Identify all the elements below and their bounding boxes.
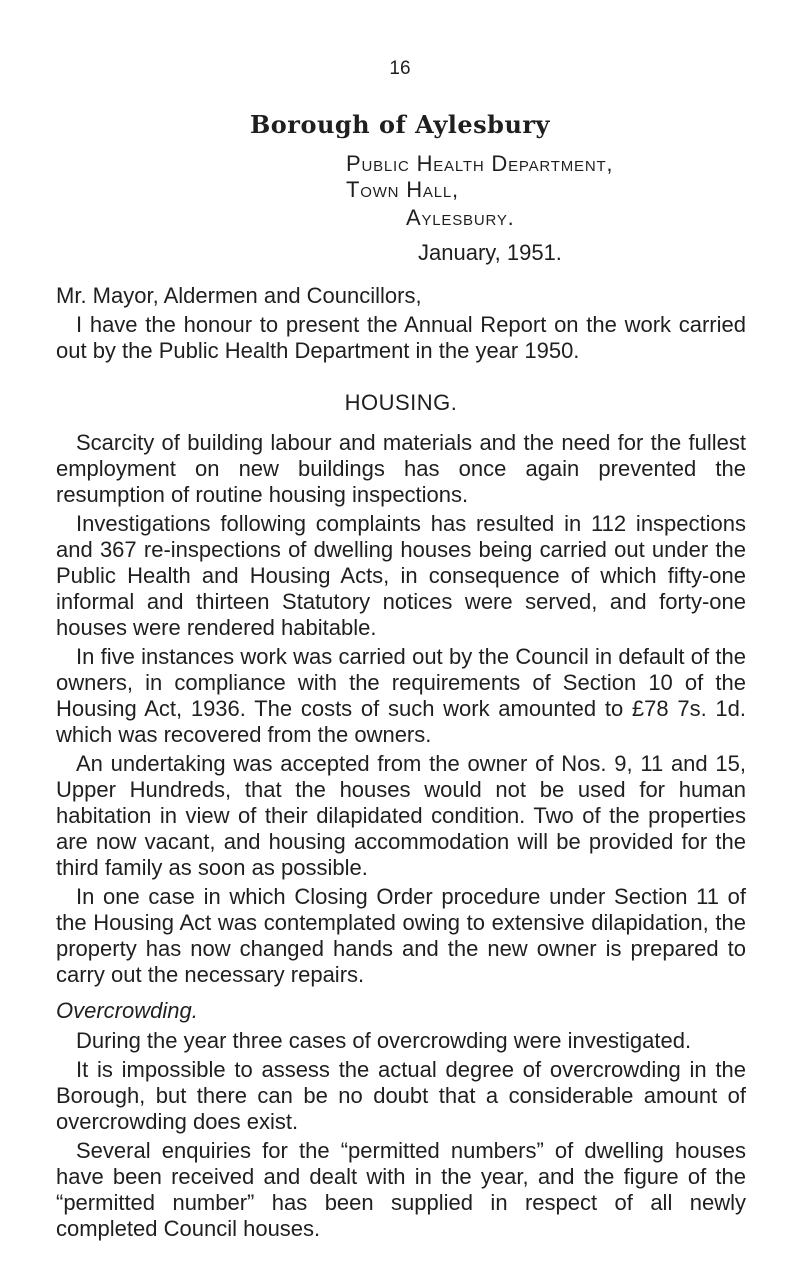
intro-paragraph: I have the honour to present the Annual Report on the work carried out by the Public Health Department in the year 1950. <box>56 312 746 363</box>
address-line-town: Aylesbury. <box>406 205 515 230</box>
housing-paragraph: Investigations following complaints has resulted in 112 inspections and 367 re-inspections of dwelling houses being carried out under the Public Health and Housing Acts, in consequence of which fifty-one informal and thirteen Statutory notices were served, and forty-one houses were rendered habitable. <box>56 511 746 640</box>
housing-paragraph: An undertaking was accepted from the owner of Nos. 9, 11 and 15, Upper Hundreds, that the houses would not be used for human habitation in view of their dilapidated condition. Two of the properties are now vacant, and housing accommodation will be provided for the third family as soon as possible. <box>56 751 746 880</box>
overcrowding-paragraph: Several enquiries for the “permitted numbers” of dwelling houses have been received and dealt with in the year, and the figure of the “permitted number” has been supplied in respect of all newly completed Council houses. <box>56 1138 746 1241</box>
overcrowding-paragraph: It is impossible to assess the actual degree of overcrowding in the Borough, but there can be no doubt that a considerable amount of overcrowding does exist. <box>56 1057 746 1134</box>
report-body <box>56 280 746 1242</box>
address-line-department: Public Health Department, <box>346 151 614 176</box>
housing-paragraph: In five instances work was carried out by the Council in default of the owners, in compliance with the requirements of Section 10 of the Housing Act, 1936. The costs of such work amounted to £78 7s. 1d. which was recovered from the owners. <box>56 644 746 747</box>
overcrowding-heading: Overcrowding. <box>56 998 198 1023</box>
letter-date: January, 1951. <box>418 240 562 265</box>
housing-paragraph: In one case in which Closing Order procedure under Section 11 of the Housing Act was contemplated owing to extensive dilapidation, the property has now changed hands and the new owner is prepared to carry out the necessary repairs. <box>56 884 746 987</box>
housing-heading: HOUSING. <box>344 390 458 415</box>
housing-paragraph: Scarcity of building labour and materials and the need for the fullest employment on new buildings has once again prevented the resumption of routine housing inspections. <box>56 430 746 507</box>
address-line-town-hall: Town Hall, <box>346 177 459 202</box>
salutation: Mr. Mayor, Aldermen and Councillors, <box>56 283 422 308</box>
overcrowding-paragraph: During the year three cases of overcrowding were investigated. <box>76 1028 692 1053</box>
borough-title: Borough of Aylesbury <box>250 110 550 139</box>
page-number: 16 <box>389 58 411 79</box>
